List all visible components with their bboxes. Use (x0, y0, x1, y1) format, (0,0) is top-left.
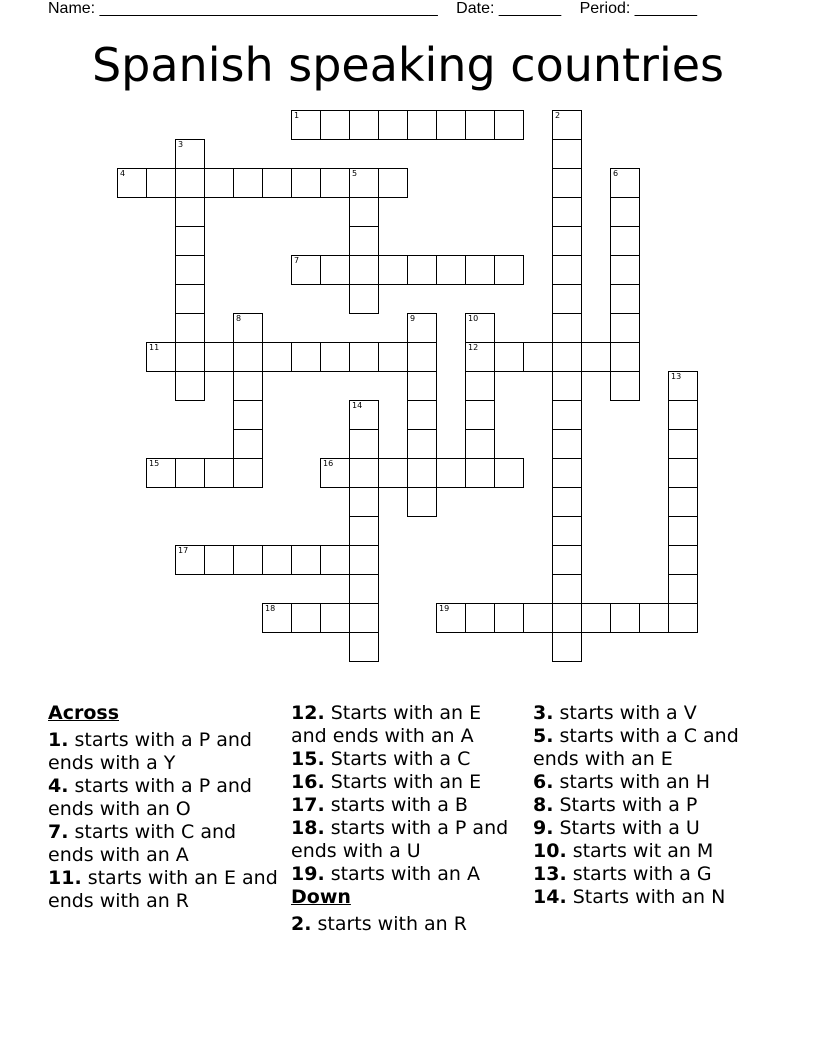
crossword-cell[interactable] (349, 255, 379, 285)
clue-item-text: Starts with an E and ends with an A (291, 702, 482, 747)
down-clues-continued (533, 702, 773, 909)
clue-item-text: Starts with a C (324, 748, 471, 770)
clue-item-text: starts with a C and ends with an E (533, 725, 739, 770)
crossword-cell[interactable] (175, 545, 205, 575)
crossword-cell[interactable] (552, 371, 582, 401)
clue-item-number: 7. (48, 821, 69, 843)
crossword-cell[interactable] (349, 110, 379, 140)
crossword-cell[interactable] (117, 168, 147, 198)
crossword-cell[interactable] (610, 371, 640, 401)
clue-item-number: 4. (48, 775, 69, 797)
crossword-cell[interactable] (233, 168, 263, 198)
crossword-cell[interactable] (378, 168, 408, 198)
crossword-cell[interactable] (668, 574, 698, 604)
crossword-cell[interactable] (146, 342, 176, 372)
crossword-cell[interactable] (668, 487, 698, 517)
crossword-cell[interactable] (349, 487, 379, 517)
crossword-cell[interactable] (378, 255, 408, 285)
crossword-cell[interactable] (407, 255, 437, 285)
crossword-cell[interactable] (175, 255, 205, 285)
crossword-cell[interactable] (552, 313, 582, 343)
crossword-cell[interactable] (552, 110, 582, 140)
crossword-cell[interactable] (407, 487, 437, 517)
crossword-cell[interactable] (610, 255, 640, 285)
clue-item-number: 6. (533, 771, 554, 793)
crossword-cell[interactable] (436, 255, 466, 285)
clue-item (291, 748, 521, 771)
clue-item-text: starts with an A (324, 863, 480, 885)
crossword-cell[interactable] (175, 139, 205, 169)
crossword-cell[interactable] (320, 545, 350, 575)
clue-item-number: 1. (48, 729, 69, 751)
clue-number: 4 (120, 169, 126, 178)
clue-item (533, 771, 773, 794)
crossword-cell[interactable] (552, 458, 582, 488)
crossword-cell[interactable] (552, 255, 582, 285)
crossword-cell[interactable] (610, 603, 640, 633)
crossword-cell[interactable] (668, 400, 698, 430)
crossword-cell[interactable] (204, 545, 234, 575)
crossword-cell[interactable] (175, 284, 205, 314)
clue-item (291, 771, 521, 794)
clue-item-number: 17. (291, 794, 325, 816)
crossword-cell[interactable] (465, 400, 495, 430)
down-clues (291, 913, 521, 936)
crossword-cell[interactable] (465, 110, 495, 140)
clue-number: 11 (149, 343, 160, 352)
clue-item-text: starts wit an M (566, 840, 714, 862)
crossword-cell[interactable] (349, 545, 379, 575)
crossword-cell[interactable] (407, 458, 437, 488)
crossword-cell[interactable] (175, 342, 205, 372)
crossword-cell[interactable] (262, 168, 292, 198)
clue-item-number: 15. (291, 748, 325, 770)
clue-item (533, 886, 773, 909)
crossword-cell[interactable] (668, 603, 698, 633)
clue-item-text: starts with an E and ends with an R (48, 867, 278, 912)
clue-item-number: 13. (533, 863, 567, 885)
crossword-cell[interactable] (465, 429, 495, 459)
clue-item-text: starts with an H (553, 771, 711, 793)
clue-item (533, 840, 773, 863)
crossword-cell[interactable] (436, 458, 466, 488)
clue-column-1 (48, 702, 278, 913)
crossword-cell[interactable] (349, 197, 379, 227)
crossword-cell[interactable] (349, 400, 379, 430)
crossword-cell[interactable] (668, 458, 698, 488)
crossword-cell[interactable] (552, 429, 582, 459)
clue-number: 5 (352, 169, 358, 178)
crossword-cell[interactable] (291, 603, 321, 633)
clue-item (533, 863, 773, 886)
crossword-cell[interactable] (552, 516, 582, 546)
clue-number: 2 (555, 111, 561, 120)
crossword-cell[interactable] (175, 168, 205, 198)
clue-number: 3 (178, 140, 184, 149)
crossword-cell[interactable] (494, 110, 524, 140)
clue-item-text: starts with a V (553, 702, 697, 724)
clue-item (533, 702, 773, 725)
crossword-cell[interactable] (233, 429, 263, 459)
clue-item-number: 8. (533, 794, 554, 816)
crossword-cell[interactable] (581, 603, 611, 633)
crossword-cell[interactable] (233, 545, 263, 575)
clue-item-number: 11. (48, 867, 82, 889)
clue-item (291, 702, 521, 748)
clue-item (291, 817, 521, 863)
clue-number: 9 (410, 314, 416, 323)
crossword-cell[interactable] (552, 284, 582, 314)
page-title: Spanish speaking countries (91, 38, 725, 92)
clue-number: 7 (294, 256, 300, 265)
crossword-cell[interactable] (552, 342, 582, 372)
crossword-cell[interactable] (233, 342, 263, 372)
clue-item (291, 863, 521, 886)
clue-item-text: starts with a P and ends with a Y (48, 729, 252, 774)
crossword-cell[interactable] (610, 197, 640, 227)
crossword-cell[interactable] (668, 516, 698, 546)
across-heading: Across (48, 702, 120, 724)
crossword-cell[interactable] (175, 313, 205, 343)
clue-item-number: 5. (533, 725, 554, 747)
crossword-cell[interactable] (291, 545, 321, 575)
crossword-cell[interactable] (349, 342, 379, 372)
period-field[interactable]: Period: _______ (579, 0, 698, 17)
across-clues-continued (291, 702, 521, 886)
crossword-cell[interactable] (552, 168, 582, 198)
crossword-cell[interactable] (668, 429, 698, 459)
crossword-cell[interactable] (465, 313, 495, 343)
clue-item (291, 794, 521, 817)
crossword-cell[interactable] (407, 313, 437, 343)
crossword-cell[interactable] (668, 545, 698, 575)
crossword-cell[interactable] (465, 603, 495, 633)
crossword-cell[interactable] (552, 603, 582, 633)
crossword-cell[interactable] (465, 371, 495, 401)
crossword-cell[interactable] (175, 226, 205, 256)
crossword-cell[interactable] (523, 342, 553, 372)
crossword-cell[interactable] (349, 226, 379, 256)
clue-item-number: 3. (533, 702, 554, 724)
crossword-cell[interactable] (349, 632, 379, 662)
clue-number: 17 (178, 546, 189, 555)
crossword-cell[interactable] (436, 110, 466, 140)
across-clues (48, 729, 278, 913)
crossword-cell[interactable] (436, 603, 466, 633)
crossword-cell[interactable] (233, 371, 263, 401)
crossword-cell[interactable] (146, 168, 176, 198)
crossword-cell[interactable] (639, 603, 669, 633)
date-field[interactable]: Date: _______ (456, 0, 562, 17)
clue-item-number: 14. (533, 886, 567, 908)
clue-number: 19 (439, 604, 450, 613)
crossword-cell[interactable] (494, 458, 524, 488)
crossword-cell[interactable] (407, 110, 437, 140)
clue-number: 18 (265, 604, 276, 613)
crossword-cell[interactable] (610, 284, 640, 314)
clue-item-text: starts with C and ends with an A (48, 821, 237, 866)
crossword-cell[interactable] (349, 168, 379, 198)
crossword-cell[interactable] (407, 429, 437, 459)
crossword-cell[interactable] (407, 342, 437, 372)
crossword-cell[interactable] (291, 342, 321, 372)
clue-item-text: Starts with an N (566, 886, 726, 908)
clue-number: 10 (468, 314, 479, 323)
crossword-cell[interactable] (465, 458, 495, 488)
crossword-cell[interactable] (175, 458, 205, 488)
clue-item-number: 16. (291, 771, 325, 793)
crossword-cell[interactable] (204, 342, 234, 372)
crossword-cell[interactable] (349, 429, 379, 459)
crossword-cell[interactable] (262, 342, 292, 372)
crossword-cell[interactable] (320, 255, 350, 285)
crossword-cell[interactable] (552, 545, 582, 575)
clue-number: 14 (352, 401, 363, 410)
clue-number: 12 (468, 343, 479, 352)
clue-item-number: 9. (533, 817, 554, 839)
crossword-cell[interactable] (175, 197, 205, 227)
crossword-cell[interactable] (320, 110, 350, 140)
crossword-cell[interactable] (233, 313, 263, 343)
crossword-cell[interactable] (378, 458, 408, 488)
crossword-cell[interactable] (494, 255, 524, 285)
clue-item-text: Starts with a P (553, 794, 698, 816)
crossword-cell[interactable] (610, 342, 640, 372)
crossword-cell[interactable] (581, 342, 611, 372)
clue-item-text: starts with a P and ends with a U (291, 817, 509, 862)
name-field[interactable]: Name: ______________________________________ (48, 0, 438, 17)
crossword-cell[interactable] (407, 371, 437, 401)
crossword-cell[interactable] (204, 168, 234, 198)
crossword-cell[interactable] (146, 458, 176, 488)
clue-item (533, 794, 773, 817)
clue-number: 15 (149, 459, 160, 468)
clue-item-text: Starts with an E (324, 771, 482, 793)
clue-number: 16 (323, 459, 334, 468)
crossword-cell[interactable] (320, 168, 350, 198)
crossword-cell[interactable] (175, 371, 205, 401)
crossword-cell[interactable] (349, 603, 379, 633)
crossword-cell[interactable] (233, 458, 263, 488)
crossword-cell[interactable] (262, 603, 292, 633)
crossword-cell[interactable] (552, 139, 582, 169)
crossword-cell[interactable] (349, 516, 379, 546)
crossword-cell[interactable] (291, 168, 321, 198)
crossword-cell[interactable] (552, 226, 582, 256)
crossword-cell[interactable] (610, 168, 640, 198)
crossword-cell[interactable] (320, 458, 350, 488)
crossword-cell[interactable] (262, 545, 292, 575)
clue-item (533, 817, 773, 840)
crossword-cell[interactable] (233, 400, 263, 430)
clue-item-number: 10. (533, 840, 567, 862)
clue-item-number: 18. (291, 817, 325, 839)
clue-item-number: 19. (291, 863, 325, 885)
crossword-cell[interactable] (552, 487, 582, 517)
crossword-cell[interactable] (552, 197, 582, 227)
crossword-cell[interactable] (610, 313, 640, 343)
clue-item (48, 775, 278, 821)
clue-item-text: starts with a P and ends with an O (48, 775, 252, 820)
clue-item-number: 12. (291, 702, 325, 724)
crossword-cell[interactable] (552, 632, 582, 662)
crossword-cell[interactable] (320, 342, 350, 372)
crossword-cell[interactable] (610, 226, 640, 256)
crossword-cell[interactable] (349, 458, 379, 488)
crossword-cell[interactable] (291, 255, 321, 285)
down-heading: Down (291, 886, 351, 908)
crossword-cell[interactable] (204, 458, 234, 488)
crossword-cell[interactable] (668, 371, 698, 401)
crossword-cell[interactable] (523, 603, 553, 633)
clue-item (48, 867, 278, 913)
crossword-cell[interactable] (552, 574, 582, 604)
crossword-cell[interactable] (378, 110, 408, 140)
crossword-cell[interactable] (291, 110, 321, 140)
clue-item-number: 2. (291, 913, 312, 935)
crossword-cell[interactable] (465, 255, 495, 285)
crossword-cell[interactable] (349, 574, 379, 604)
clue-item-text: starts with an R (311, 913, 467, 935)
crossword-cell[interactable] (320, 603, 350, 633)
crossword-cell[interactable] (552, 400, 582, 430)
clue-number: 1 (294, 111, 300, 120)
clue-item (48, 729, 278, 775)
crossword-cell[interactable] (349, 284, 379, 314)
clue-number: 6 (613, 169, 619, 178)
crossword-cell[interactable] (378, 342, 408, 372)
clue-item-text: Starts with a U (553, 817, 700, 839)
clue-item-text: starts with a G (566, 863, 712, 885)
clue-number: 8 (236, 314, 242, 323)
crossword-cell[interactable] (407, 400, 437, 430)
clue-column-3 (533, 702, 773, 909)
clue-item-text: starts with a B (324, 794, 468, 816)
clue-column-2 (291, 702, 521, 936)
clue-number: 13 (671, 372, 682, 381)
clue-item (533, 725, 773, 771)
clue-item (291, 913, 521, 936)
crossword-cell[interactable] (494, 603, 524, 633)
clue-item (48, 821, 278, 867)
crossword-cell[interactable] (465, 342, 495, 372)
crossword-cell[interactable] (494, 342, 524, 372)
